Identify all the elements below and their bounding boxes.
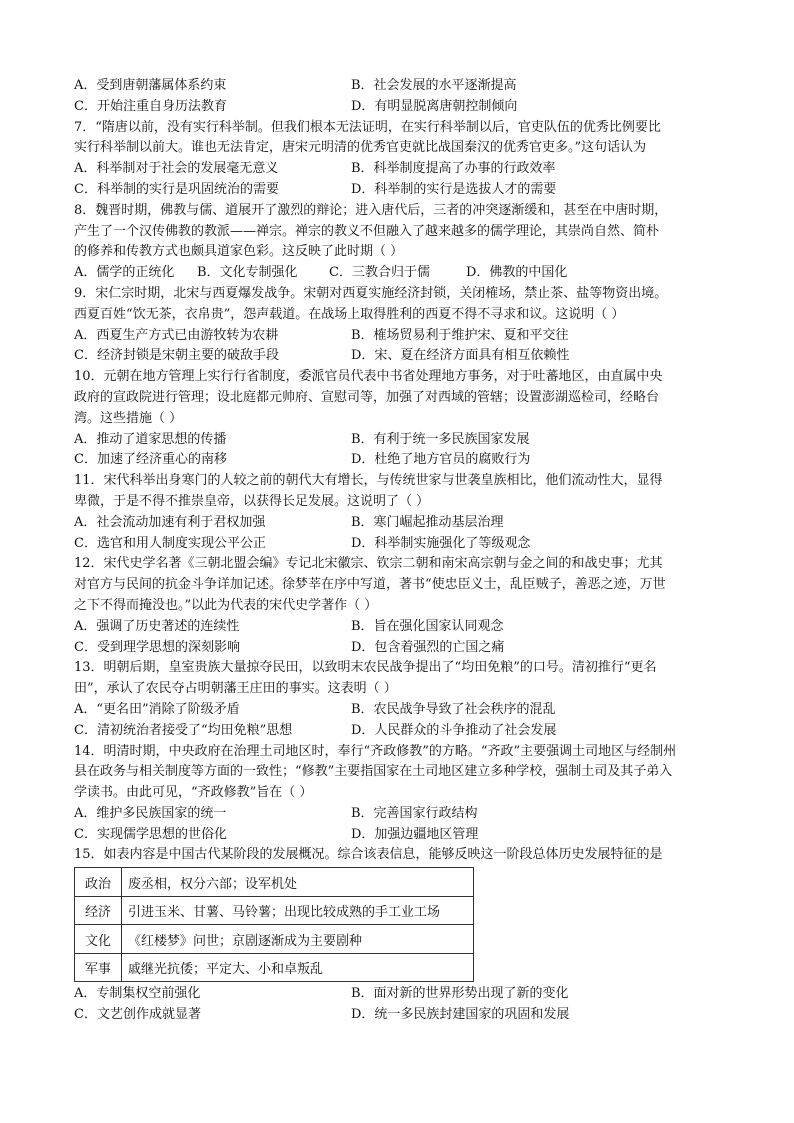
q13-option-c[interactable]: C．清初统治者接受了“均田免粮”思想	[74, 722, 293, 738]
q13-options-row2	[74, 721, 714, 742]
q15-info-table	[74, 867, 474, 982]
q9-option-d[interactable]: D．宋、夏在经济方面具有相互依赖性	[351, 348, 570, 364]
q6-option-a[interactable]: A．受到唐朝藩属体系约束	[74, 78, 227, 93]
q14-option-a[interactable]: A．维护多民族国家的统一	[74, 805, 227, 821]
q15-option-a[interactable]: A．专制集权空前强化	[74, 986, 201, 1002]
q11-options-row2	[74, 534, 714, 555]
q8-option-d[interactable]: D．佛教的中国化	[466, 265, 568, 281]
q6-options-row2	[74, 97, 714, 118]
q13-stem-line: 田”，承认了农民夺占明朝藩王庄田的事实。这表明（ ）	[74, 681, 397, 697]
table-row-category: 经济	[75, 896, 122, 925]
q10-options-row2	[74, 450, 714, 471]
q7-option-b[interactable]: B．科举制度提高了办事的行政效率	[351, 161, 556, 177]
q13-stem-line: 13．明朝后期，皇室贵族大量掠夺民田，以致明末农民战争提出了“均田免粮”的口号。清初推行“更名	[74, 660, 657, 676]
q7-stem-line: 实行科举制以前大。谁也无法肯定，唐宋元明清的优秀官吏就比战国秦汉的优秀官吏多。”这句话认为	[74, 140, 647, 156]
q9-option-c[interactable]: C．经济封锁是宋朝主要的破敌手段	[74, 348, 279, 364]
q8-stem-line: 产生了一个汉传佛教的教派——禅宗。禅宗的教义不但融入了越来越多的儒学理论，其崇尚自然、简朴	[74, 223, 660, 239]
q14-option-d[interactable]: D．加强边疆地区管理	[351, 826, 479, 842]
q13-option-b[interactable]: B．农民战争导致了社会秩序的混乱	[351, 701, 556, 717]
q6-options-row1	[74, 76, 714, 97]
q10-stem-line: 政府的宣政院进行管理；设北庭都元帅府、宣慰司等，加强了对西域的管辖；设置澎湖巡检司，经略台	[74, 389, 660, 405]
q9-options-row1	[74, 326, 714, 347]
table-row-category: 文化	[75, 925, 122, 954]
q7-options-row2	[74, 180, 714, 201]
q12-option-a[interactable]: A．强调了历史著述的连续性	[74, 618, 240, 634]
q15-option-b[interactable]: B．面对新的世界形势出现了新的变化	[351, 986, 569, 1002]
q7-option-a[interactable]: A．科举制对于社会的发展毫无意义	[74, 161, 279, 177]
table-row	[75, 925, 474, 954]
q8-options-row	[74, 263, 714, 284]
table-row	[75, 868, 474, 897]
q12-stem-line: 之下不得而掩没也。”以此为代表的宋代史学著作（ ）	[74, 597, 378, 613]
q11-option-c[interactable]: C．选官和用人制度实现公平公正	[74, 535, 266, 551]
q10-options-row1	[74, 430, 714, 451]
q15-stem-line: 15．如表内容是中国古代某阶段的发展概况。综合该表信息，能够反映这一阶段总体历史发展特征的是	[74, 847, 663, 863]
q12-options-row2	[74, 638, 714, 659]
q9-option-b[interactable]: B．榷场贸易利于维护宋、夏和平交往	[351, 327, 569, 343]
q13-option-a[interactable]: A．“更名田”消除了阶级矛盾	[74, 701, 240, 717]
q11-option-a[interactable]: A．社会流动加速有利于君权加强	[74, 514, 266, 530]
table-row	[75, 896, 474, 925]
q7-option-d[interactable]: D．科举制的实行是选拔人才的需要	[351, 181, 557, 197]
q7-stem-line: 7．“隋唐以前，没有实行科举制。但我们根本无法证明，在实行科举制以后，官吏队伍的优秀比例要比	[74, 119, 661, 135]
q6-option-d[interactable]: D．有明显脱离唐朝控制倾向	[351, 98, 518, 114]
q10-option-a[interactable]: A．推动了道家思想的传播	[74, 431, 227, 447]
q14-options-row1	[74, 804, 714, 825]
q13-options-row1	[74, 700, 714, 721]
q8-stem-line: 8．魏晋时期，佛教与儒、道展开了激烈的辩论；进入唐代后，三者的冲突逐渐缓和，甚至在中唐时期，	[74, 202, 668, 218]
q7-options-row1	[74, 159, 714, 180]
q8-option-b[interactable]: B．文化专制强化	[197, 265, 298, 281]
q9-options-row2	[74, 346, 714, 367]
q15-option-c[interactable]: C．文艺创作成就显著	[74, 1007, 201, 1023]
q14-option-b[interactable]: B．完善国家行政结构	[351, 805, 478, 821]
q14-stem-line: 学读书。由此可见，“齐政修教”旨在（ ）	[74, 785, 313, 801]
q15-options-row2	[74, 1005, 714, 1026]
q14-stem-line: 县在政务与相关制度等方面的一致性；“修教”主要指国家在土司地区建立多种学校，强制土司及其子弟入	[74, 764, 673, 780]
q15-options-row1	[74, 984, 714, 1005]
q10-option-d[interactable]: D．杜绝了地方官员的腐败行为	[351, 452, 531, 468]
q12-option-d[interactable]: D．包含着强烈的亡国之痛	[351, 639, 505, 655]
q12-option-c[interactable]: C．受到理学思想的深刻影响	[74, 639, 240, 655]
q10-option-b[interactable]: B．有利于统一多民族国家发展	[351, 431, 530, 447]
table-row-content: 《红楼梦》问世；京剧逐渐成为主要剧种	[122, 925, 474, 954]
q14-stem-line: 14．明清时期，中央政府在治理土司地区时，奉行“齐政修教”的方略。“齐政”主要强调土司地区与经制州	[74, 743, 677, 759]
q10-option-c[interactable]: C．加速了经济重心的南移	[74, 452, 227, 468]
q12-stem-line: 对官方与民间的抗金斗争详加记述。徐梦莘在序中写道，著书“使忠臣义士，乱臣贼子，善恶之迹，万世	[74, 577, 666, 593]
q6-option-b[interactable]: B．社会发展的水平逐渐提高	[351, 78, 517, 93]
q11-stem-line: 11．宋代科举出身寒门的人较之前的朝代大有增长，与传统世家与世袭皇族相比，他们流动性大，显得	[74, 473, 663, 489]
q10-stem-line: 湾。这些措施（ ）	[74, 410, 183, 426]
q11-stem-line: 卑微，于是不得不推崇皇帝，以获得长足发展。这说明了（ ）	[74, 493, 430, 509]
q9-stem-line: 西夏百姓“饮无茶，衣帛贵”，怨声载道。在战场上取得胜利的西夏不得不寻求和议。这说明（ ）	[74, 306, 625, 322]
q8-option-c[interactable]: C．三教合归于儒	[329, 265, 430, 281]
table-row-category: 军事	[75, 953, 122, 982]
question-list	[74, 76, 714, 1026]
table-row	[75, 953, 474, 982]
table-row-content: 戚继光抗倭；平定大、小和卓叛乱	[122, 953, 474, 982]
q8-option-a[interactable]: A．儒学的正统化	[74, 265, 175, 281]
q11-options-row1	[74, 513, 714, 534]
q13-option-d[interactable]: D．人民群众的斗争推动了社会发展	[351, 722, 557, 738]
q9-stem-line: 9．宋仁宗时期，北宋与西夏爆发战争。宋朝对西夏实施经济封锁，关闭榷场，禁止茶、盐等物资出境。	[74, 285, 668, 301]
q12-options-row1	[74, 617, 714, 638]
q6-option-c[interactable]: C．开始注重自身历法教育	[74, 98, 227, 114]
table-row-content: 废丞相，权分六部；设军机处	[122, 868, 474, 897]
table-row-category: 政治	[75, 868, 122, 897]
q12-stem-line: 12．宋代史学名著《三朝北盟会编》专记北宋徽宗、钦宗二朝和南宋高宗朝与金之间的和战史事；尤其	[74, 556, 663, 572]
q15-option-d[interactable]: D．统一多民族封建国家的巩固和发展	[351, 1007, 570, 1023]
q12-option-b[interactable]: B．旨在强化国家认同观念	[351, 618, 504, 634]
table-row-content: 引进玉米、甘薯、马铃薯；出现比较成熟的手工业工场	[122, 896, 474, 925]
q7-option-c[interactable]: C．科举制的实行是巩固统治的需要	[74, 181, 279, 197]
q9-option-a[interactable]: A．西夏生产方式已由游牧转为农耕	[74, 327, 279, 343]
q14-option-c[interactable]: C．实现儒学思想的世俗化	[74, 826, 227, 842]
q14-options-row2	[74, 825, 714, 846]
q11-option-d[interactable]: D．科举制实施强化了等级观念	[351, 535, 531, 551]
q10-stem-line: 10．元朝在地方管理上实行行省制度，委派官员代表中书省处理地方事务，对于吐蕃地区，由直属中央	[74, 369, 663, 385]
q8-stem-line: 的修养和传教方式也颇具道家色彩。这反映了此时期（ ）	[74, 244, 404, 260]
q11-option-b[interactable]: B．寒门崛起推动基层治理	[351, 514, 504, 530]
